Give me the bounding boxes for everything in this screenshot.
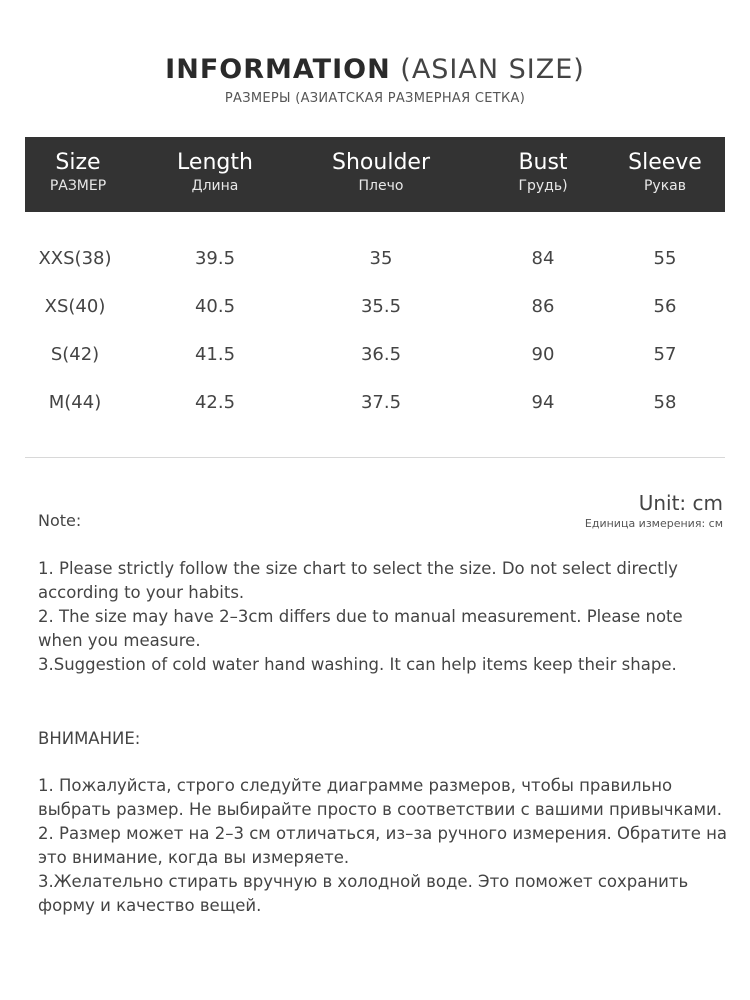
note-item: 3.Suggestion of cold water hand washing. It can help items keep their shape.: [38, 655, 677, 674]
cell-length: 39.5: [194, 248, 236, 269]
cell-shoulder: 37.5: [360, 392, 402, 413]
column-header-sublabel: Грудь): [518, 178, 568, 194]
page-title: [0, 52, 750, 88]
note-list: [38, 557, 728, 677]
attention-item: 3.Желательно стирать вручную в холодной воде. Это поможет сохранить форму и качество вещей.: [38, 872, 689, 915]
cell-length: 40.5: [194, 296, 236, 317]
cell-length: 41.5: [194, 344, 236, 365]
column-header-sublabel: Длина: [191, 178, 239, 194]
table-row: [0, 244, 750, 274]
column-header-sublabel: РАЗМЕР: [49, 178, 107, 194]
title-main: INFORMATION: [165, 54, 391, 85]
cell-sleeve: 58: [653, 392, 677, 413]
unit-label-en: Unit: cm: [638, 491, 723, 515]
table-header: [25, 137, 725, 212]
column-header-shoulder: [311, 137, 451, 212]
attention-list: [38, 774, 728, 918]
column-header-sublabel: Плечо: [358, 178, 404, 194]
note-item: 2. The size may have 2–3cm differs due to manual measurement. Please note when you measure.: [38, 607, 683, 650]
column-header-sleeve: [605, 137, 725, 212]
attention-item: 1. Пожалуйста, строго следуйте диаграмме размеров, чтобы правильно выбрать размер. Не выбирайте просто в соответствии с вашими привычками.: [38, 776, 722, 819]
cell-size: XS(40): [44, 296, 106, 317]
cell-bust: 94: [531, 392, 555, 413]
page-subtitle: РАЗМЕРЫ (АЗИАТСКАЯ РАЗМЕРНАЯ СЕТКА): [224, 91, 526, 106]
column-header-size: [25, 137, 131, 212]
cell-size: S(42): [50, 344, 100, 365]
note-item: 1. Please strictly follow the size chart to select the size. Do not select directly according to your habits.: [38, 559, 678, 602]
cell-sleeve: 55: [653, 248, 677, 269]
table-row: [0, 292, 750, 322]
cell-shoulder: 35: [369, 248, 393, 269]
note-heading: Note:: [38, 511, 82, 530]
cell-length: 42.5: [194, 392, 236, 413]
unit-label: [585, 490, 723, 532]
cell-size: M(44): [48, 392, 102, 413]
cell-sleeve: 57: [653, 344, 677, 365]
column-header-length: [145, 137, 285, 212]
column-header-label: Length: [177, 150, 253, 175]
cell-bust: 84: [531, 248, 555, 269]
attention-heading: ВНИМАНИЕ:: [38, 729, 141, 748]
title-suffix: (ASIAN SIZE): [400, 54, 585, 85]
column-header-sublabel: Рукав: [643, 178, 686, 194]
table-row: [0, 388, 750, 418]
unit-label-ru: Единица измерения: см: [584, 517, 723, 530]
cell-shoulder: 36.5: [360, 344, 402, 365]
column-header-label: Shoulder: [332, 150, 430, 175]
cell-shoulder: 35.5: [360, 296, 402, 317]
section-divider: [25, 457, 725, 458]
column-header-label: Sleeve: [628, 150, 702, 175]
cell-bust: 86: [531, 296, 555, 317]
table-row: [0, 340, 750, 370]
cell-size: XXS(38): [38, 248, 112, 269]
column-header-bust: [473, 137, 613, 212]
cell-sleeve: 56: [653, 296, 677, 317]
cell-bust: 90: [531, 344, 555, 365]
attention-item: 2. Размер может на 2–3 см отличаться, из–за ручного измерения. Обратите на это внимание, когда вы измеряете.: [38, 824, 728, 867]
column-header-label: Bust: [518, 150, 568, 175]
column-header-label: Size: [55, 150, 101, 175]
